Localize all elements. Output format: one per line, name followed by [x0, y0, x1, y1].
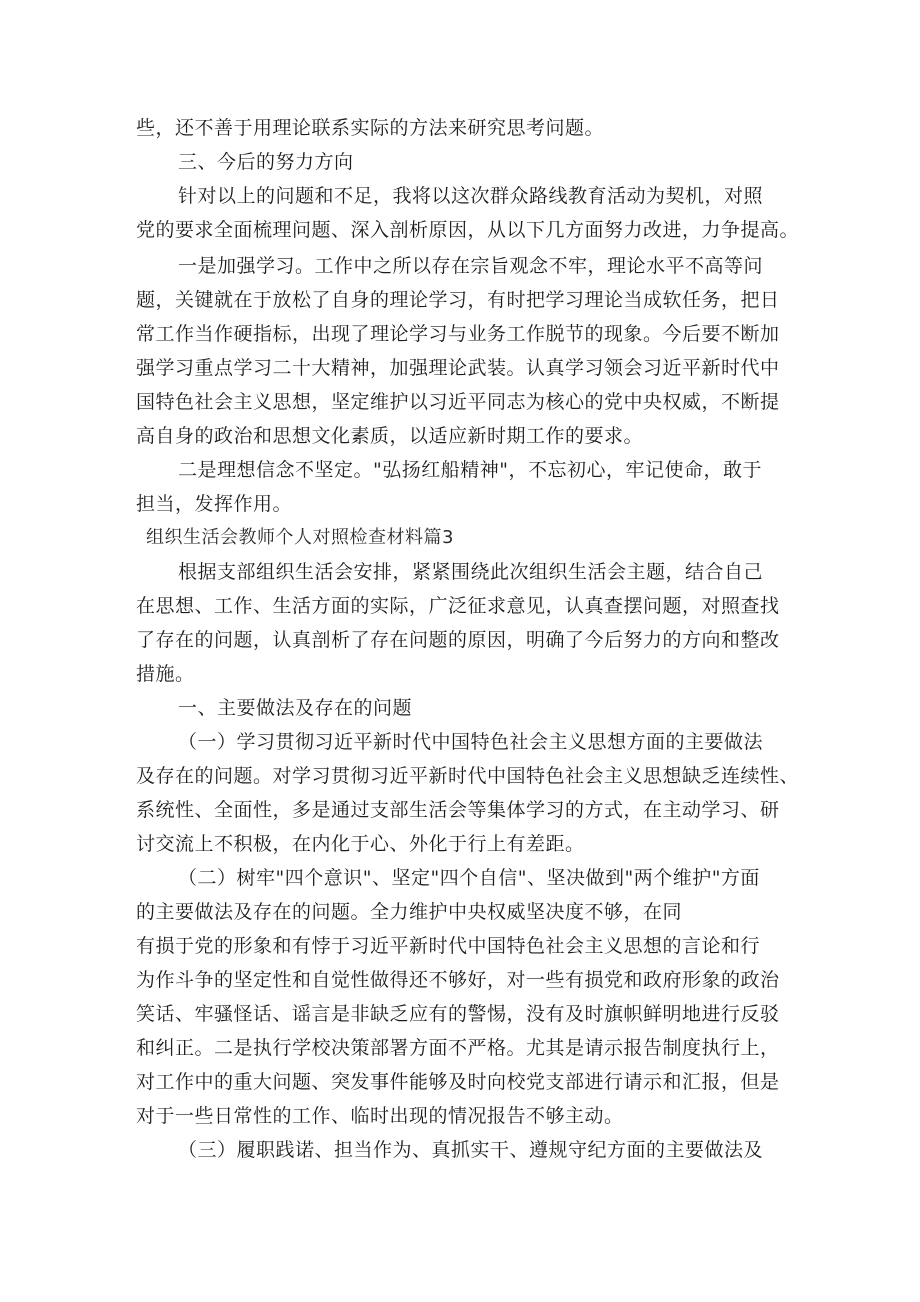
text-line: 有损于党的形象和有悖于习近平新时代中国特色社会主义思想的言论和行: [136, 935, 761, 957]
text-line: 常工作当作硬指标，出现了理论学习与业务工作脱节的现象。今后要不断加: [136, 323, 780, 345]
text-line: （一）学习贯彻习近平新时代中国特色社会主义思想方面的主要做法: [178, 731, 764, 753]
text-line: 及存在的问题。对学习贯彻习近平新时代中国特色社会主义思想缺乏连续性、: [136, 765, 800, 787]
text-line: 对于一些日常性的工作、临时出现的情况报告不够主动。: [136, 1105, 624, 1127]
text-line: 的主要做法及存在的问题。全力维护中央权威坚决度不够，在同: [136, 901, 683, 923]
section-heading: 一、主要做法及存在的问题: [178, 697, 413, 719]
text-line: 党的要求全面梳理问题、深入剖析原因，从以下几方面努力改进，力争提高。: [136, 219, 800, 241]
text-line: 措施。: [136, 663, 195, 685]
text-line: 针对以上的问题和不足，我将以这次群众路线教育活动为契机，对照: [178, 185, 764, 207]
text-line: 讨交流上不积极，在内化于心、外化于行上有差距。: [136, 833, 585, 855]
text-line: 题，关键就在于放松了自身的理论学习，有时把学习理论当成软任务，把日: [136, 289, 780, 311]
text-line: 国特色社会主义思想，坚定维护以习近平同志为核心的党中央权威，不断提: [136, 391, 780, 413]
text-line: 强学习重点学习二十大精神，加强理论武装。认真学习领会习近平新时代中: [136, 357, 780, 379]
text-line: 在思想、工作、生活方面的实际，广泛征求意见，认真查摆问题，对照查找: [136, 595, 780, 617]
text-line: 根据支部组织生活会安排，紧紧围绕此次组织生活会主题，结合自己: [178, 561, 764, 583]
text-line: 对工作中的重大问题、突发事件能够及时向校党支部进行请示和汇报，但是: [136, 1071, 780, 1093]
text-line: 二是理想信念不坚定。"弘扬红船精神"，不忘初心，牢记使命，敢于: [178, 459, 762, 481]
text-line: 了存在的问题，认真剖析了存在问题的原因，明确了今后努力的方向和整改: [136, 629, 780, 651]
text-line: 担当，发挥作用。: [136, 493, 293, 515]
text-line: 一是加强学习。工作中之所以存在宗旨观念不牢，理论水平不高等问: [178, 255, 764, 277]
article-title: 组织生活会教师个人对照检查材料篇3: [146, 527, 454, 548]
text-line: 笑话、牢骚怪话、谣言是非缺乏应有的警惕，没有及时旗帜鲜明地进行反驳: [136, 1003, 780, 1025]
text-line: 和纠正。二是执行学校决策部署方面不严格。尤其是请示报告制度执行上，: [136, 1037, 780, 1059]
text-line: 系统性、全面性，多是通过支部生活会等集体学习的方式，在主动学习、研: [136, 799, 780, 821]
text-line: 为作斗争的坚定性和自觉性做得还不够好，对一些有损党和政府形象的政治: [136, 969, 780, 991]
section-heading: 三、今后的努力方向: [178, 151, 354, 173]
text-line: 些，还不善于用理论联系实际的方法来研究思考问题。: [136, 117, 605, 139]
text-line: （三）履职践诺、担当作为、真抓实干、遵规守纪方面的主要做法及: [178, 1139, 764, 1161]
text-line: （二）树牢"四个意识"、坚定"四个自信"、坚决做到"两个维护"方面: [178, 867, 760, 889]
text-line: 高自身的政治和思想文化素质，以适应新时期工作的要求。: [136, 425, 644, 447]
